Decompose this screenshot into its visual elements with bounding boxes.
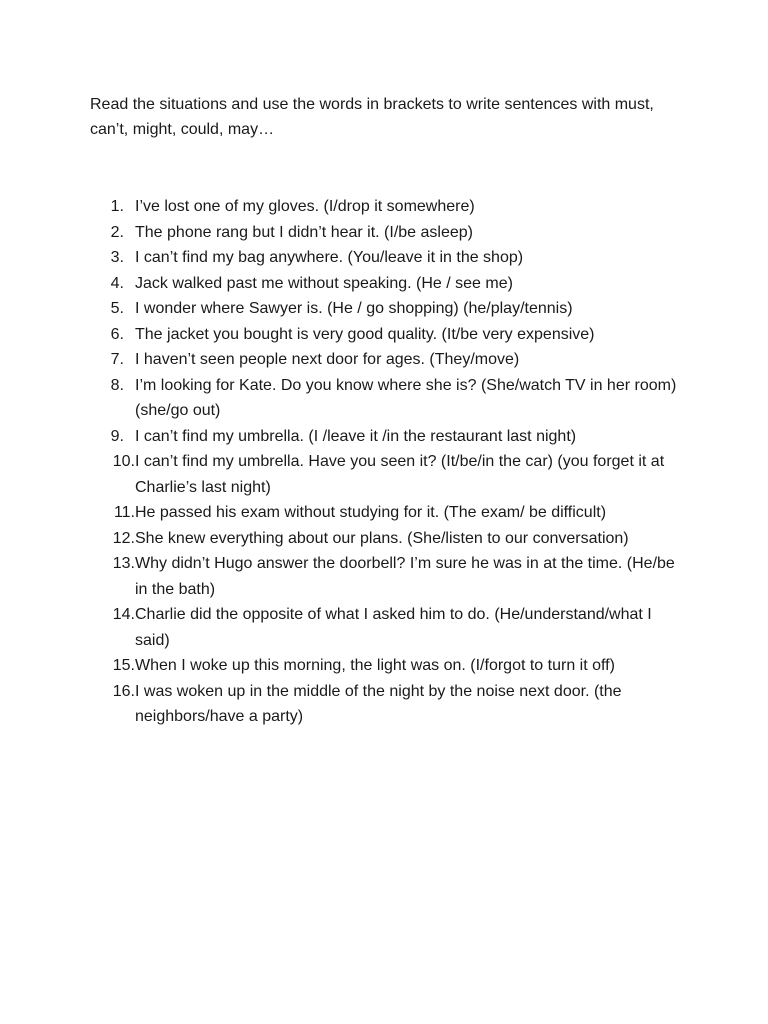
item-number: 8.: [110, 376, 124, 394]
item-text: She knew everything about our plans. (She/listen to our conversation): [135, 529, 629, 547]
item-text: I haven’t seen people next door for ages. (They/move): [135, 351, 520, 368]
item-number: 15.: [112, 657, 135, 674]
exercise-item-11: [90, 500, 680, 526]
exercise-item-7: [90, 347, 680, 373]
item-number: 5.: [110, 300, 124, 317]
item-number: 14.: [112, 606, 135, 623]
item-text: The jacket you bought is very good quality. (It/be very expensive): [135, 325, 595, 343]
exercise-item-6: [90, 322, 680, 348]
item-text: The phone rang but I didn’t hear it. (I/be asleep): [135, 223, 473, 241]
item-text: I can’t find my bag anywhere. (You/leave it in the shop): [135, 249, 524, 266]
item-number: 7.: [110, 351, 124, 368]
item-number: 9.: [110, 427, 124, 445]
item-text: I’m looking for Kate. Do you know where she is? (She/watch TV in her room) (she/go out): [135, 376, 677, 419]
item-number: 13.: [112, 555, 135, 572]
exercise-item-5: [90, 296, 680, 322]
exercise-item-2: [90, 220, 680, 246]
exercise-list: [90, 194, 680, 730]
item-number: 16.: [112, 682, 135, 700]
item-number: 10.: [112, 453, 135, 470]
item-number: 4.: [110, 274, 124, 292]
item-text: Why didn’t Hugo answer the doorbell? I’m sure he was in at the time. (He/be in the bath): [135, 555, 675, 598]
instructions-paragraph: Read the situations and use the words in brackets to write sentences with must, can’t, might, could, may…: [90, 96, 654, 138]
exercise-item-15: [90, 653, 680, 679]
exercise-item-13: [90, 551, 680, 602]
exercise-item-16: [90, 679, 680, 730]
item-text: He passed his exam without studying for it. (The exam/ be difficult): [135, 504, 607, 521]
item-text: I wonder where Sawyer is. (He / go shopping) (he/play/tennis): [135, 300, 573, 317]
item-number: 1.: [110, 198, 124, 215]
item-text: I’ve lost one of my gloves. (I/drop it somewhere): [135, 198, 475, 215]
item-text: Jack walked past me without speaking. (He / see me): [135, 274, 513, 292]
item-number: 3.: [110, 249, 124, 266]
exercise-item-14: [90, 602, 680, 653]
exercise-item-8: [90, 373, 680, 424]
exercise-item-4: [90, 271, 680, 297]
exercise-item-12: [90, 526, 680, 552]
item-text: I can’t find my umbrella. (I /leave it /in the restaurant last night): [135, 427, 577, 445]
item-number: 11.: [113, 504, 135, 521]
item-number: 12.: [112, 529, 135, 547]
exercise-item-9: [90, 424, 680, 450]
exercise-item-1: [90, 194, 680, 220]
exercise-item-3: [90, 245, 680, 271]
item-text: I was woken up in the middle of the night by the noise next door. (the neighbors/have a party): [135, 682, 622, 725]
item-number: 2.: [110, 223, 124, 241]
item-text: I can’t find my umbrella. Have you seen it? (It/be/in the car) (you forget it at Charlie’s last night): [135, 453, 665, 496]
item-text: When I woke up this morning, the light was on. (I/forgot to turn it off): [135, 657, 615, 674]
exercise-item-10: [90, 449, 680, 500]
item-text: Charlie did the opposite of what I asked him to do. (He/understand/what I said): [135, 606, 652, 649]
item-number: 6.: [110, 325, 124, 343]
